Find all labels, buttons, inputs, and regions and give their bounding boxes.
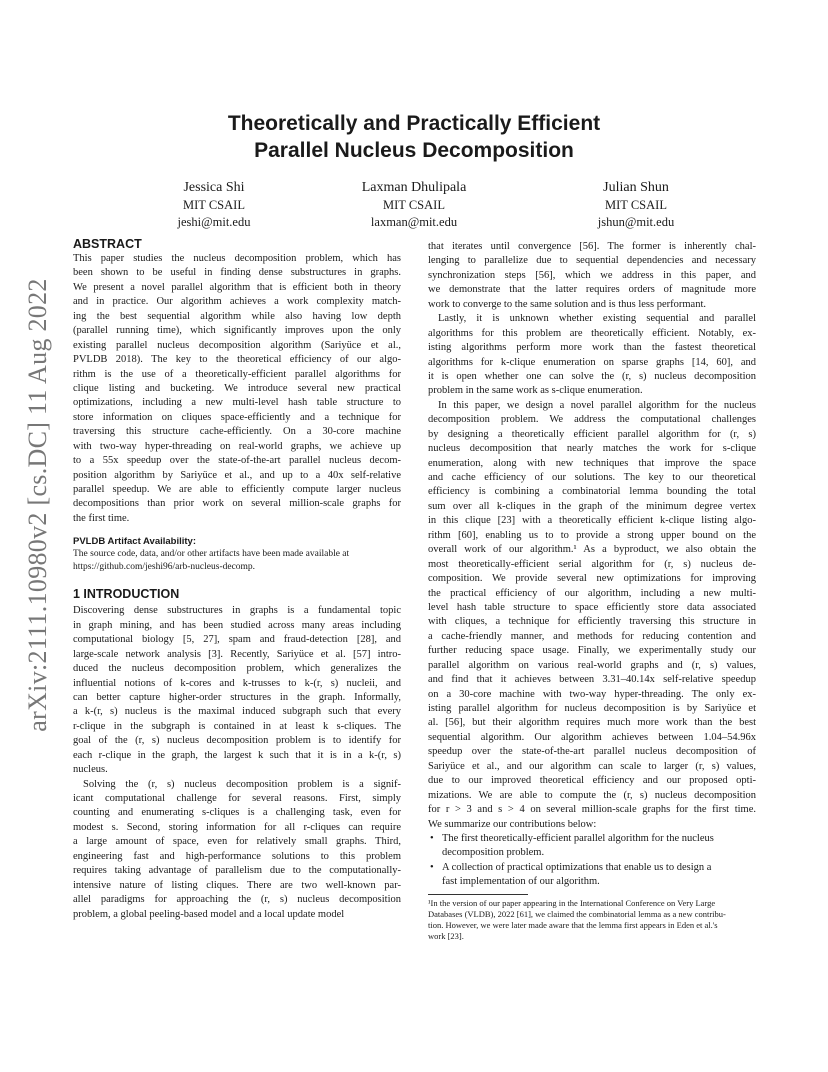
abstract-line: We present a novel parallel algorithm that is efficient both in theory xyxy=(73,281,401,293)
abstract-line: PVLDB 2018). The key to the theoretical efficiency of our algo- xyxy=(73,354,401,366)
abstract-line: traversing this structure cache-efficiently. On a 30-core machine xyxy=(73,426,401,438)
intro-line: requires taking advantage of parallelism due to the computationally- xyxy=(73,865,401,877)
intro-line: modest s. Second, storing information for all r-cliques can require xyxy=(73,821,401,833)
footnote-line: Databases (VLDB), 2022 [61], we claimed the combinatorial lemma as a new contribu- xyxy=(428,908,726,919)
body-line: further reducing space usage. Finally, we experimentally study our xyxy=(428,645,756,657)
body-line: on a 30-core machine with two-way hyper-threading. The only ex- xyxy=(428,688,756,700)
abstract-line: the first time. xyxy=(73,512,130,524)
body-line: problem in the same work as s-clique enumeration. xyxy=(428,385,643,397)
author-name: Laxman Dhulipala xyxy=(361,180,467,195)
body-line: Lastly, it is unknown whether existing sequential and parallel xyxy=(438,313,756,325)
body-line: with cliques, a technique for efficiently traversing this structure in xyxy=(428,616,756,628)
abstract-body xyxy=(73,252,401,526)
arxiv-sidebar xyxy=(18,280,58,730)
abstract-line: to a 55x speedup over the state-of-the-art parallel nucleus decom- xyxy=(73,455,401,467)
intro-line: Solving the (r, s) nucleus decomposition problem is a signif- xyxy=(83,778,401,790)
contribution-list xyxy=(428,832,756,890)
intro-line: in graph mining, and has been studied across many areas including xyxy=(73,619,401,631)
abstract-line: rithm is the use of a theoretically-efficient parallel algorithms for xyxy=(73,368,401,380)
footnote-line: tion. However, we were later made aware that the lemma first appears in Eden et al.'s xyxy=(428,919,718,930)
body-line: In this paper, we design a novel parallel algorithm for the nucleus xyxy=(438,399,756,411)
body-line: nucleus decomposition that nearly matches the work for s-clique xyxy=(428,443,756,455)
body-line: isting algorithms perform more work than the fastest theoretical xyxy=(428,342,756,354)
arxiv-identifier: arXiv:2111.10980v2 [cs.DC] 11 Aug 2022 xyxy=(23,278,52,732)
body-line: algorithms for this problem are theoretically efficient. Notably, ex- xyxy=(428,327,756,339)
body-line: enumeration, along with new techniques that improve the space xyxy=(428,457,756,469)
author-affiliation: MIT CSAIL xyxy=(183,198,245,212)
artifact-text-1: The source code, data, and/or other artifacts have been made available at xyxy=(73,549,350,560)
intro-line: large-scale network analysis [3]. Recently, Sariyüce et al. [57] intro- xyxy=(73,648,401,660)
contribution-line: decomposition problem. xyxy=(442,847,545,859)
intro-line: a large amount of space, even for relatively small graphs. Third, xyxy=(73,836,401,848)
right-column xyxy=(428,240,756,942)
abstract-line: decompositions than prior work on several million-scale graphs for xyxy=(73,498,401,510)
intro-line: computational biology [5, 27], spam and fraud-detection [28], and xyxy=(73,634,401,646)
body-line: it is open whether one can solve the (r, s) nucleus decomposition xyxy=(428,370,756,382)
author-affiliation: MIT CSAIL xyxy=(605,198,667,212)
body-line: mizations. We are able to compute the (r, s) nucleus decomposition xyxy=(428,789,756,801)
abstract-line: This paper studies the nucleus decomposition problem, which has xyxy=(73,253,401,264)
body-line: work to converge to the same solution and is thus less performant. xyxy=(428,298,707,310)
body-line: for r > 3 and s > 4 on several million-scale graphs for the first time. xyxy=(428,804,756,816)
author-name: Julian Shun xyxy=(603,180,669,195)
body-line: isting parallel algorithm for nucleus decomposition is by Sariyüce et xyxy=(428,703,756,714)
abstract-line: with two-way hyper-threading on real-world graphs, we achieve up xyxy=(73,440,401,452)
abstract-line: ing the best sequential algorithm while also having low depth xyxy=(73,310,401,322)
right-paragraph-1 xyxy=(428,240,756,312)
author-block-1 xyxy=(114,178,314,230)
abstract-line: existing parallel nucleus decomposition algorithm (Sariyüce et al., xyxy=(73,339,401,351)
bullet-icon: • xyxy=(430,832,434,844)
artifact-heading: PVLDB Artifact Availability: xyxy=(73,536,196,548)
intro-line: counting and enumerating s-cliques is a challenging task, even for xyxy=(73,807,401,819)
intro-line: intensive nature of listing cliques. There are two well-known par- xyxy=(73,879,401,891)
body-line: sequential algorithm. Our algorithm achieves between 1.04–54.96x xyxy=(428,731,756,743)
contribution-item xyxy=(428,832,756,861)
abstract-line: (parallel running time), which significantly improves upon the only xyxy=(73,325,401,337)
author-email: laxman@mit.edu xyxy=(370,214,458,229)
right-paragraph-3 xyxy=(428,399,756,832)
body-line: lenging to parallelize due to sequential dependencies and necessary xyxy=(428,255,756,267)
intro-line: r-clique in the subgraph is contained in at least k s-cliques. The xyxy=(73,720,401,732)
intro-line: a k-(r, s) nucleus is the maximal induced subgraph such that every xyxy=(73,706,401,718)
body-line: synchronization steps [56], which we address in this paper, and xyxy=(428,269,756,281)
body-line: sum over all k-cliques in the graph of the minimum degree vertex xyxy=(428,500,756,512)
body-line: parallel algorithm on various real-world graphs and (r, s) values, xyxy=(428,659,756,671)
author-affiliation: MIT CSAIL xyxy=(383,198,445,212)
intro-line: engineering fast and high-performance solutions to this problem xyxy=(73,850,401,862)
left-column xyxy=(73,236,401,922)
body-line: a cache-friendly manner, and methods for reducing contention and xyxy=(428,630,756,642)
body-line: al. [56], but their algorithm requires much more work than the best xyxy=(428,717,756,729)
body-line: composition. We provide several new optimizations for improving xyxy=(428,573,756,585)
intro-line: duced the nucleus decomposition problem, which generalizes the xyxy=(73,663,401,675)
title-line-2: Parallel Nucleus Decomposition xyxy=(254,139,574,162)
intro-line: influential notions of k-cores and k-trusses to k-(r, s) nucleii, and xyxy=(73,677,401,689)
footnote-line: work [23]. xyxy=(428,930,464,941)
footnote xyxy=(428,898,756,942)
footnote-rule xyxy=(428,894,528,895)
contribution-line: fast implementation of our algorithm. xyxy=(442,876,600,888)
body-line: and find that it achieves between 3.31–40.14x self-relative speedup xyxy=(428,674,756,686)
body-line: the practical efficiency of our algorithm, including a new multi- xyxy=(428,587,756,599)
abstract-line: position algorithm by Sariyüce et al., and up to a 40x self-relative xyxy=(73,469,401,481)
title-line-1: Theoretically and Practically Efficient xyxy=(227,112,601,135)
paper-title xyxy=(0,110,828,164)
intro-line: nucleus. xyxy=(73,764,108,776)
abstract-heading: ABSTRACT xyxy=(73,237,142,251)
body-line: rithm [60], enabling us to to provide a strong upper bound on the xyxy=(428,529,756,541)
body-line: due to our improved theoretical efficiency and our proposed opti- xyxy=(428,775,756,787)
body-line: We summarize our contributions below: xyxy=(428,818,597,830)
intro-paragraph-2 xyxy=(73,778,401,922)
footnote-line: ¹In the version of our paper appearing in the International Conference on Very Large xyxy=(428,897,716,908)
author-email: jshun@mit.edu xyxy=(597,214,675,229)
body-line: we demonstrate that the latter requires orders of magnitude more xyxy=(428,284,756,296)
intro-line: Discovering dense substructures in graphs is a fundamental topic xyxy=(73,605,401,617)
intro-line: problem, a global peeling-based model and a local update model xyxy=(73,908,345,920)
author-block-2 xyxy=(314,178,514,230)
body-line: by designing a theoretically efficient parallel algorithm for (r, s) xyxy=(428,428,756,440)
abstract-line: optimizations, including a new multi-level hash table structure to xyxy=(73,397,401,409)
abstract-line: clique listing and bucketing. We introduce several new practical xyxy=(73,382,401,394)
author-name: Jessica Shi xyxy=(183,180,245,195)
body-line: level hash table structure to space efficiently store data associated xyxy=(428,601,756,613)
author-email: jeshi@mit.edu xyxy=(177,214,251,229)
body-line: Sariyüce et al., and our algorithm can scale to larger (r, s) values, xyxy=(428,760,756,772)
intro-line: each r-clique in the graph, the largest k such that it is in a k-(r, s) xyxy=(73,749,401,761)
bullet-icon: • xyxy=(430,861,434,873)
abstract-line: parallel speedup. We are able to efficiently compute larger nucleus xyxy=(73,484,401,495)
body-line: efficiency is combining a combinatorial lemma bounding the total xyxy=(428,486,756,498)
artifact-link[interactable]: https://github.com/jeshi96/arb-nucleus-decomp. xyxy=(73,561,256,572)
contribution-line: The first theoretically-efficient parallel algorithm for the nucleus xyxy=(442,832,714,844)
abstract-line: and in practice. Our algorithm achieves a work complexity match- xyxy=(73,296,401,308)
intro-heading: 1 INTRODUCTION xyxy=(73,587,180,602)
right-paragraph-2 xyxy=(428,312,756,399)
body-line: overall work of our algorithm.¹ As a byproduct, we also obtain the xyxy=(428,544,756,556)
contribution-item xyxy=(428,861,756,890)
intro-line: goal of the (r, s) nucleus decomposition problem is to identify for xyxy=(73,735,401,747)
body-line: most theoretically-efficient serial algorithm for (r, s) nucleus de- xyxy=(428,558,756,570)
body-line: decomposition problem. We address the computational challenges xyxy=(428,414,756,426)
body-line: algorithms for k-clique enumeration on sparse graphs [14, 60], and xyxy=(428,356,756,368)
intro-line: allel paradigms for approaching the (r, s) nucleus decomposition xyxy=(73,894,401,906)
author-block-3 xyxy=(536,178,736,230)
abstract-line: been shown to be useful in finding dense substructures in graphs. xyxy=(73,267,401,279)
intro-line: can better capture higher-order structures in the graph. Informally, xyxy=(73,691,401,703)
intro-paragraph-1 xyxy=(73,604,401,777)
abstract-line: store information on cliques space-efficiently and a technique for xyxy=(73,411,401,423)
contribution-line: A collection of practical optimizations that enable us to design a xyxy=(442,861,712,873)
body-line: speedup over the state-of-the-art parallel nucleus decomposition of xyxy=(428,746,756,758)
body-line: that iterates until convergence [56]. The former is inherently chal- xyxy=(428,241,756,252)
body-line: in this clique [23] with a theoretically efficient k-clique listing algo- xyxy=(428,515,756,527)
intro-line: icant computational challenge for several reasons. First, simply xyxy=(73,793,401,804)
body-line: and cache efficiency of our solutions. The key to our theoretical xyxy=(428,472,756,483)
